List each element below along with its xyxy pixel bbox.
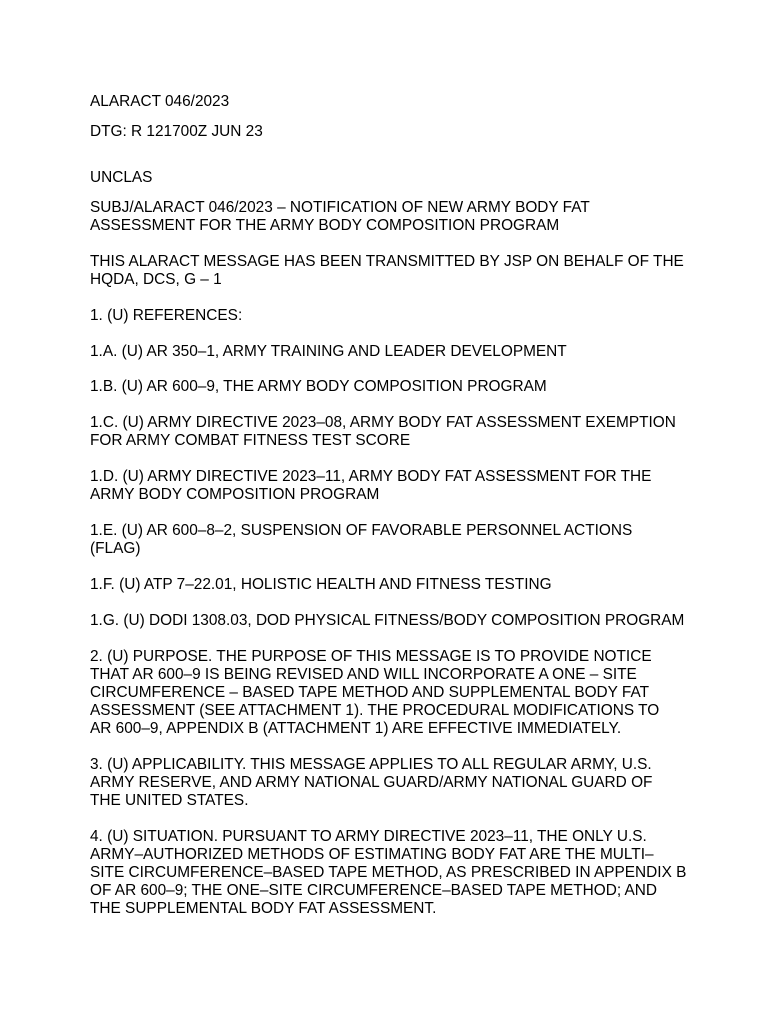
reference-item-1f: 1.F. (U) ATP 7–22.01, HOLISTIC HEALTH AND FITNESS TESTING	[90, 576, 552, 593]
reference-item-1c: 1.C. (U) ARMY DIRECTIVE 2023–08, ARMY BODY FAT ASSESSMENT EXEMPTION FOR ARMY COMBAT FITNESS TEST SCORE	[90, 414, 676, 449]
references-heading: 1. (U) REFERENCES:	[90, 307, 243, 324]
reference-item-1g: 1.G. (U) DODI 1308.03, DOD PHYSICAL FITNESS/BODY COMPOSITION PROGRAM	[90, 612, 685, 629]
situation-paragraph: 4. (U) SITUATION. PURSUANT TO ARMY DIRECTIVE 2023–11, THE ONLY U.S. ARMY–AUTHORIZED METHODS OF ESTIMATING BODY FAT ARE THE MULTI– SITE CIRCUMFERENCE–BASED TAPE METHOD, AS PRESCRIBED IN APPENDIX B OF AR 600–9; THE ONE–SITE CIRCUMFERENCE–BASED TAPE METHOD; AND THE SUPPLEMENTAL BODY FAT ASSESSMENT.	[90, 828, 687, 917]
dtg-line: DTG: R 121700Z JUN 23	[90, 123, 263, 140]
alaract-number: ALARACT 046/2023	[90, 93, 230, 110]
reference-item-1a: 1.A. (U) AR 350–1, ARMY TRAINING AND LEADER DEVELOPMENT	[90, 343, 567, 360]
transmittal-note: THIS ALARACT MESSAGE HAS BEEN TRANSMITTED BY JSP ON BEHALF OF THE HQDA, DCS, G – 1	[90, 253, 684, 288]
subject-line: SUBJ/ALARACT 046/2023 – NOTIFICATION OF NEW ARMY BODY FAT ASSESSMENT FOR THE ARMY BODY COMPOSITION PROGRAM	[90, 199, 590, 234]
reference-item-1e: 1.E. (U) AR 600–8–2, SUSPENSION OF FAVORABLE PERSONNEL ACTIONS (FLAG)	[90, 522, 633, 557]
reference-item-1d: 1.D. (U) ARMY DIRECTIVE 2023–11, ARMY BODY FAT ASSESSMENT FOR THE ARMY BODY COMPOSITION PROGRAM	[90, 468, 652, 503]
applicability-paragraph: 3. (U) APPLICABILITY. THIS MESSAGE APPLIES TO ALL REGULAR ARMY, U.S. ARMY RESERVE, AND ARMY NATIONAL GUARD/ARMY NATIONAL GUARD OF THE UNITED STATES.	[90, 756, 653, 809]
purpose-paragraph: 2. (U) PURPOSE. THE PURPOSE OF THIS MESSAGE IS TO PROVIDE NOTICE THAT AR 600–9 IS BEING REVISED AND WILL INCORPORATE A ONE – SITE CIRCUMFERENCE – BASED TAPE METHOD AND SUPPLEMENTAL BODY FAT ASSESSMENT (SEE ATTACHMENT 1). THE PROCEDURAL MODIFICATIONS TO AR 600–9, APPENDIX B (ATTACHMENT 1) ARE EFFECTIVE IMMEDIATELY.	[90, 648, 660, 737]
reference-item-1b: 1.B. (U) AR 600–9, THE ARMY BODY COMPOSITION PROGRAM	[90, 378, 547, 395]
classification-marking: UNCLAS	[90, 169, 153, 186]
